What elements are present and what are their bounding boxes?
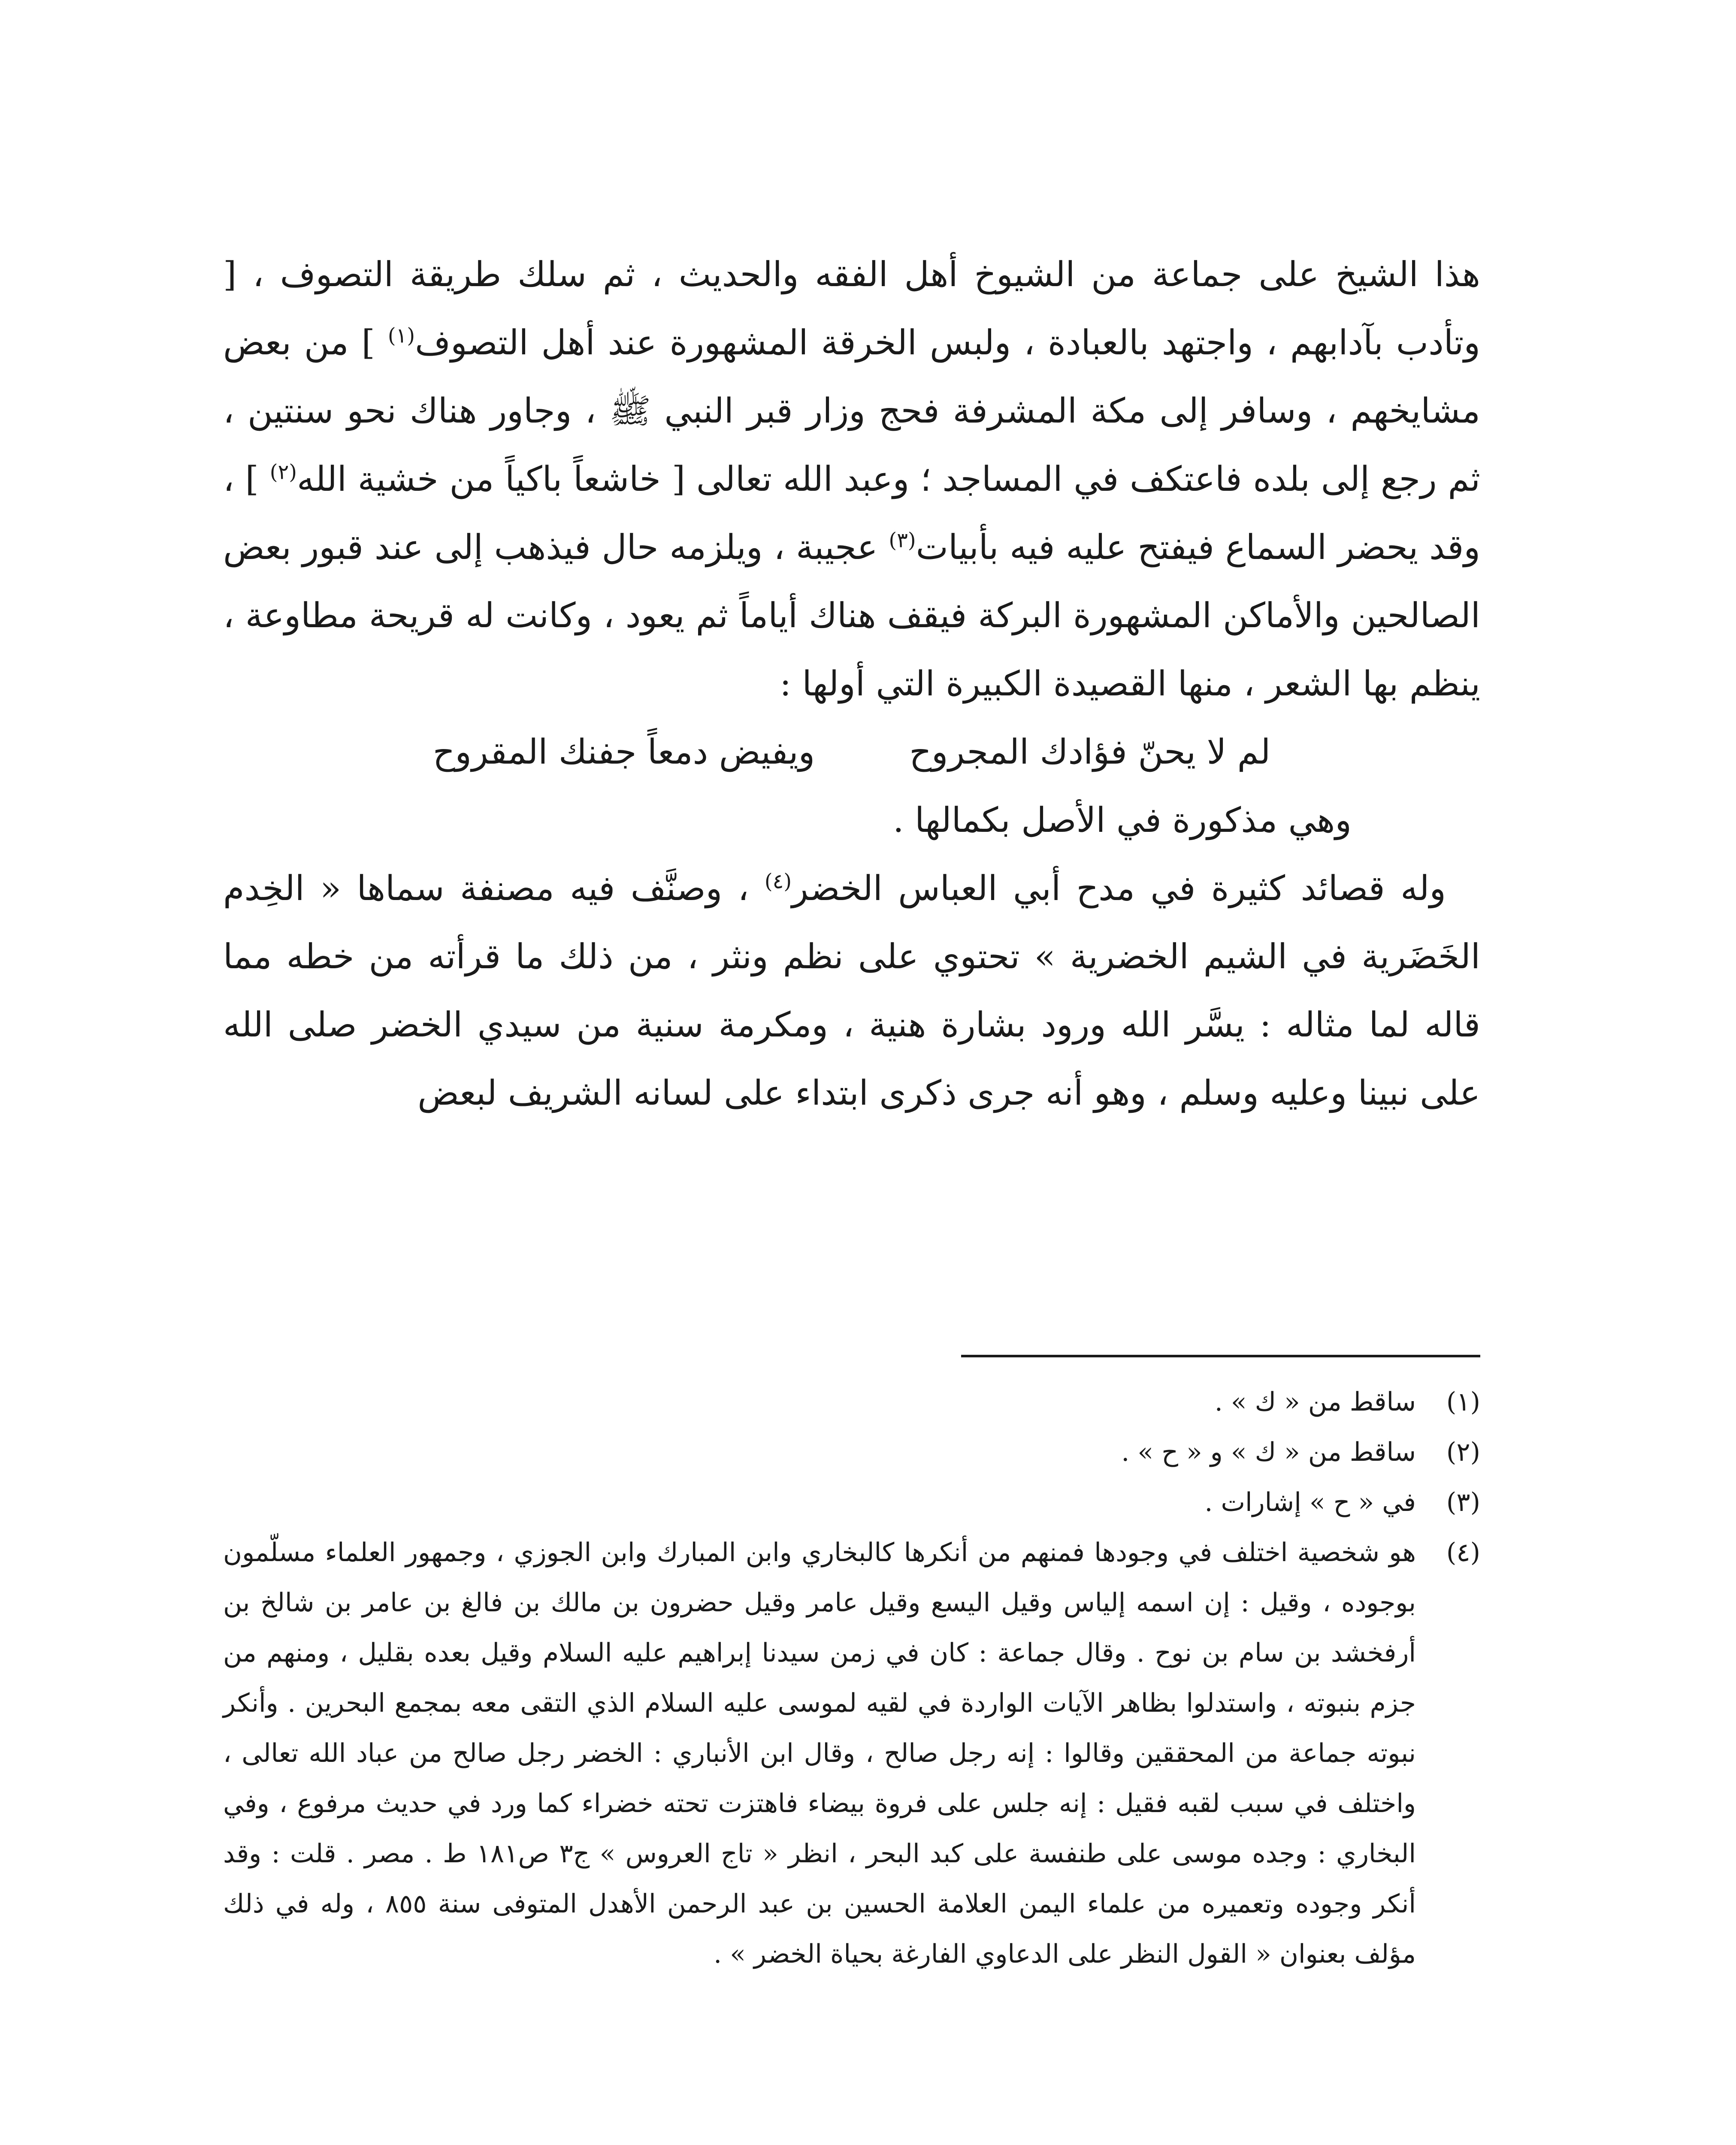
footnote-number: (٣) <box>1446 1487 1480 1517</box>
footnote-item <box>223 1528 1480 1979</box>
verse-hemistich-first: لم لا يحنّ فؤادك المجروح <box>909 732 1271 772</box>
paragraph-2-part-b: ، وصنَّف فيه مصنفة سماها « الخِدم الخَضَرية في الشيم الخضرية » تحتوي على نظم ونثر ، من ذلك ما قرأته من خطه مما قاله لما مثاله : يسَّر الله ورود بشارة هنية ، ومكرمة سنية من سيدي الخضر صلى الله على نبينا وعليه وسلم ، وهو أنه جرى ذكرى ابتداء على لسانه الشريف لبعض <box>223 868 1480 1113</box>
after-verse-line: وهي مذكورة في الأصل بكمالها . <box>893 800 1352 840</box>
footnote-item <box>223 1377 1480 1427</box>
footnote-number: (٤) <box>1446 1538 1480 1568</box>
footnote-text: ساقط من « ك » و « ح » . <box>1121 1437 1416 1467</box>
paragraph-2-part-a: وله قصائد كثيرة في مدح أبي العباس الخضر <box>792 868 1446 908</box>
footnote-number: (٢) <box>1446 1437 1480 1467</box>
footnote-text: هو شخصية اختلف في وجودها فمنهم من أنكرها كالبخاري وابن المبارك وابن الجوزي ، وجمهور العلماء مسلّمون بوجوده ، وقيل : إن اسمه إلياس وقيل اليسع وقيل عامر وقيل حضرون بن مالك بن فالغ بن عامر بن شالخ بن أرفخشد بن سام بن نوح . وقال جماعة : كان في زمن سيدنا إبراهيم عليه السلام وقيل بعده بقليل ، ومنهم من جزم بنبوته ، واستدلوا بظاهر الآيات الواردة في لقيه لموسى عليه السلام الذي التقى معه بمجمع البحرين . وأنكر نبوته جماعة من المحققين وقالوا : إنه رجل صالح ، وقال ابن الأنباري : الخضر رجل صالح من عباد الله تعالى ، واختلف في سبب لقبه فقيل : إنه جلس على فروة بيضاء فاهتزت تحته خضراء كما ورد في حديث مرفوع ، وفي البخاري : وجده موسى على طنفسة على كبد البحر ، انظر « تاج العروس » ج٣ ص١٨١ ط . مصر . قلت : وقد أنكر وجوده وتعميره من علماء اليمن العلامة الحسين بن عبد الرحمن الأهدل المتوفى سنة ٨٥٥ ، وله في ذلك مؤلف بعنوان « القول النظر على الدعاوي الفارغة بحياة الخضر » . <box>223 1538 1416 1969</box>
footnote-item <box>223 1427 1480 1477</box>
footnote-number: (١) <box>1446 1387 1480 1417</box>
paragraph-1 <box>223 240 1480 718</box>
paragraph-1-part-d: عجيبة ، ويلزمه حال فيذهب إلى عند قبور بعض الصالحين والأماكن المشهورة البركة فيقف هناك أياماً ثم يعود ، وكانت له قريحة مطاوعة ، ينظم بها الشعر ، منها القصيدة الكبيرة التي أولها : <box>223 527 1480 704</box>
footnote-text: في « ح » إشارات . <box>1204 1487 1416 1517</box>
paragraph-1-part-c: ] ، وقد يحضر السماع فيفتح عليه فيه بأبيات <box>223 459 1480 567</box>
paragraph-2 <box>223 854 1480 1127</box>
verse-hemistich-second: ويفيض دمعاً جفنك المقروح <box>432 732 815 772</box>
paragraph-1-part-a: هذا الشيخ على جماعة من الشيوخ أهل الفقه والحديث ، ثم سلك طريقة التصوف ، [ وتأدب بآدابهم ، واجتهد بالعبادة ، ولبس الخرقة المشهورة عند أهل التصوف <box>223 254 1480 363</box>
footnote-item <box>223 1477 1480 1528</box>
footnote-ref-4: (٤) <box>764 869 792 894</box>
footnote-ref-1: (١) <box>387 323 415 348</box>
paragraph-1-part-b: ] من بعض مشايخهم ، وسافر إلى مكة المشرفة فحج وزار قبر النبي ﷺ ، وجاور هناك نحو سنتين ، ثم رجع إلى بلده فاعتكف في المساجد ؛ وعبد الله تعالى [ خاشعاً باكياً من خشية الله <box>223 323 1481 499</box>
footnote-text: ساقط من « ك » . <box>1214 1387 1416 1417</box>
footnote-separator <box>961 1355 1480 1357</box>
footnote-ref-3: (٣) <box>889 528 916 553</box>
footnote-ref-2: (٢) <box>269 460 297 484</box>
poem-verse <box>223 718 1480 786</box>
main-text <box>223 240 1480 1127</box>
footnotes <box>223 1377 1480 1979</box>
